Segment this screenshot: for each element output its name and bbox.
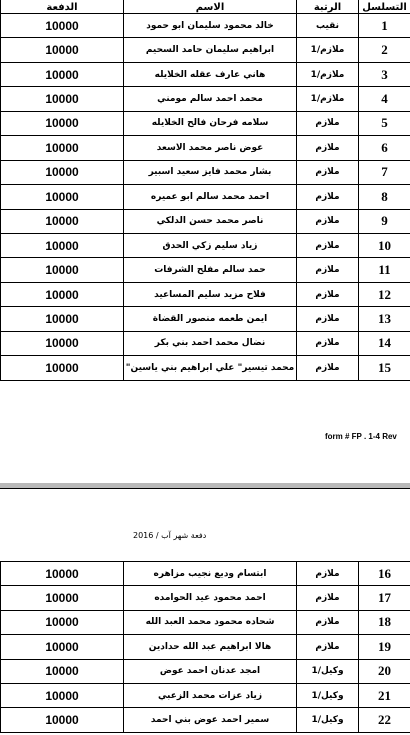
name-cell: عوض ناصر محمد الاسعد (124, 136, 297, 160)
name-cell: سلامه فرحان فالح الخلايله (124, 111, 297, 135)
rank-cell: ملازم (297, 307, 359, 331)
serial-cell: 12 (359, 282, 410, 306)
table-row (1, 586, 410, 610)
serial-cell: 17 (359, 586, 410, 610)
table-row (1, 87, 410, 111)
serial-cell: 1 (359, 14, 410, 38)
name-cell: زياد سليم زكي الحدق (124, 233, 297, 257)
amount-cell: 10000 (1, 562, 124, 586)
name-cell: هالا ابراهيم عبد الله حدادين (124, 635, 297, 659)
serial-cell: 5 (359, 111, 410, 135)
name-cell: امجد عدنان احمد عوض (124, 659, 297, 683)
name-cell: محمد تيسير" علي ابراهيم بني ياسين" (124, 356, 297, 380)
amount-cell: 10000 (1, 160, 124, 184)
header-amount: الدفعة (1, 0, 124, 14)
name-cell: حمد سالم مفلح الشرفات (124, 258, 297, 282)
amount-cell: 10000 (1, 111, 124, 135)
page-separator-line (0, 488, 410, 489)
table-row (1, 708, 410, 732)
serial-cell: 15 (359, 356, 410, 380)
table-row (1, 282, 410, 306)
serial-cell: 14 (359, 331, 410, 355)
serial-cell: 9 (359, 209, 410, 233)
serial-cell: 21 (359, 683, 410, 707)
table-row (1, 62, 410, 86)
payment-table-2 (0, 561, 410, 733)
rank-cell: ملازم (297, 160, 359, 184)
amount-cell: 10000 (1, 233, 124, 257)
rank-cell: ملازم (297, 233, 359, 257)
name-cell: نضال محمد احمد بني بكر (124, 331, 297, 355)
amount-cell: 10000 (1, 659, 124, 683)
serial-cell: 22 (359, 708, 410, 732)
amount-cell: 10000 (1, 708, 124, 732)
table-row (1, 610, 410, 634)
amount-cell: 10000 (1, 258, 124, 282)
amount-cell: 10000 (1, 683, 124, 707)
table-row (1, 635, 410, 659)
rank-cell: نقيب (297, 14, 359, 38)
name-cell: ايمن طعمه منصور القضاة (124, 307, 297, 331)
name-cell: خالد محمود سليمان ابو حمود (124, 14, 297, 38)
rank-cell: ملازم (297, 562, 359, 586)
table-row (1, 307, 410, 331)
amount-cell: 10000 (1, 356, 124, 380)
rank-cell: ملازم (297, 136, 359, 160)
serial-cell: 7 (359, 160, 410, 184)
name-cell: ابراهيم سليمان حامد السحيم (124, 38, 297, 62)
serial-cell: 18 (359, 610, 410, 634)
name-cell: سمير احمد عوض بني احمد (124, 708, 297, 732)
rank-cell: ملازم (297, 356, 359, 380)
table-row (1, 258, 410, 282)
serial-cell: 8 (359, 185, 410, 209)
rank-cell: ملازم (297, 209, 359, 233)
name-cell: ابتسام وديع نجيب مزاهره (124, 562, 297, 586)
serial-cell: 3 (359, 62, 410, 86)
serial-cell: 13 (359, 307, 410, 331)
serial-cell: 11 (359, 258, 410, 282)
rank-cell: ملازم (297, 258, 359, 282)
amount-cell: 10000 (1, 209, 124, 233)
amount-cell: 10000 (1, 282, 124, 306)
name-cell: زياد عزات محمد الزعبي (124, 683, 297, 707)
name-cell: هاني عارف عقله الخلايله (124, 62, 297, 86)
rank-cell: ملازم (297, 610, 359, 634)
name-cell: بشار محمد فايز سعيد اسبير (124, 160, 297, 184)
rank-cell: ملازم/1 (297, 38, 359, 62)
rank-cell: وكيل/1 (297, 683, 359, 707)
amount-cell: 10000 (1, 185, 124, 209)
table-row (1, 356, 410, 380)
name-cell: شحاده محمود محمد العبد الله (124, 610, 297, 634)
rank-cell: ملازم (297, 331, 359, 355)
serial-cell: 19 (359, 635, 410, 659)
table-row (1, 111, 410, 135)
table-row (1, 331, 410, 355)
rank-cell: ملازم (297, 111, 359, 135)
rank-cell: وكيل/1 (297, 659, 359, 683)
form-reference: form # FP . 1-4 Rev (325, 432, 397, 441)
header-name: الاسم (124, 0, 297, 14)
table-row (1, 209, 410, 233)
rank-cell: ملازم/1 (297, 87, 359, 111)
rank-cell: ملازم (297, 185, 359, 209)
name-cell: ناصر محمد حسن الدلكي (124, 209, 297, 233)
table-row (1, 185, 410, 209)
serial-cell: 4 (359, 87, 410, 111)
table-row (1, 683, 410, 707)
serial-cell: 16 (359, 562, 410, 586)
amount-cell: 10000 (1, 331, 124, 355)
amount-cell: 10000 (1, 38, 124, 62)
table-row (1, 562, 410, 586)
amount-cell: 10000 (1, 610, 124, 634)
table-row (1, 38, 410, 62)
payment-caption: دفعة شهر آب / 2016 (133, 531, 207, 540)
serial-cell: 2 (359, 38, 410, 62)
name-cell: احمد محمود عيد الحوامده (124, 586, 297, 610)
amount-cell: 10000 (1, 307, 124, 331)
rank-cell: ملازم/1 (297, 62, 359, 86)
rank-cell: وكيل/1 (297, 708, 359, 732)
amount-cell: 10000 (1, 62, 124, 86)
name-cell: فلاح مزيد سليم المساعيد (124, 282, 297, 306)
header-row (1, 0, 410, 14)
rank-cell: ملازم (297, 586, 359, 610)
serial-cell: 6 (359, 136, 410, 160)
table-row (1, 233, 410, 257)
table-row (1, 14, 410, 38)
header-rank: الرتبة (297, 0, 359, 14)
amount-cell: 10000 (1, 14, 124, 38)
rank-cell: ملازم (297, 282, 359, 306)
header-serial: التسلسل (359, 0, 410, 14)
rank-cell: ملازم (297, 635, 359, 659)
name-cell: محمد احمد سالم مومني (124, 87, 297, 111)
amount-cell: 10000 (1, 87, 124, 111)
amount-cell: 10000 (1, 586, 124, 610)
serial-cell: 10 (359, 233, 410, 257)
table-row (1, 136, 410, 160)
amount-cell: 10000 (1, 136, 124, 160)
table-row (1, 160, 410, 184)
serial-cell: 20 (359, 659, 410, 683)
name-cell: احمد محمد سالم ابو عميره (124, 185, 297, 209)
table-row (1, 659, 410, 683)
amount-cell: 10000 (1, 635, 124, 659)
